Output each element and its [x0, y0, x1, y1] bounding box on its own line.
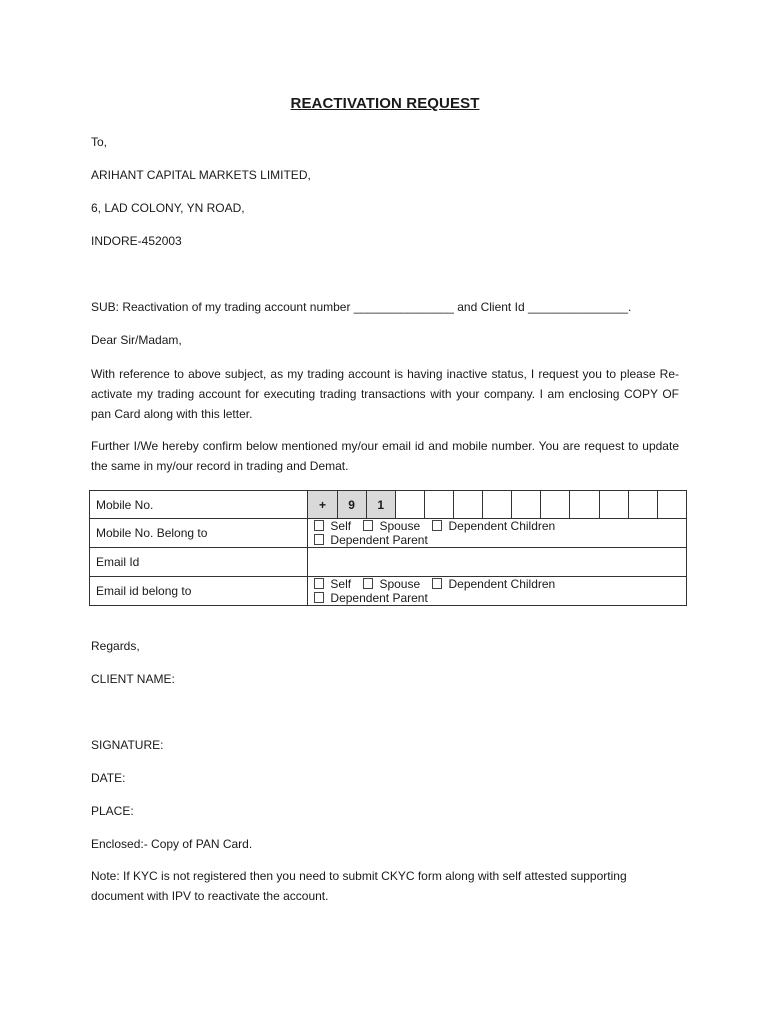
contact-details-table [89, 490, 687, 606]
address-street: 6, LAD COLONY, YN ROAD, [91, 201, 245, 215]
mobile-digit-11[interactable] [599, 491, 628, 519]
address-company: ARIHANT CAPITAL MARKETS LIMITED, [91, 168, 311, 182]
enclosed-note: Enclosed:- Copy of PAN Card. [91, 837, 253, 851]
address-city: INDORE-452003 [91, 234, 182, 248]
checkbox-icon[interactable] [363, 578, 373, 589]
date-label: DATE: [91, 771, 126, 785]
mobile-option-dependent-children[interactable]: Dependent Children [432, 519, 555, 533]
mobile-belong-options [308, 519, 687, 548]
mobile-digit-1: + [308, 491, 337, 519]
document-title: REACTIVATION REQUEST [290, 95, 480, 112]
client-name-label: CLIENT NAME: [91, 672, 175, 686]
email-belong-label: Email id belong to [90, 577, 308, 606]
signature-label: SIGNATURE: [91, 738, 164, 752]
mobile-row [90, 491, 687, 519]
mobile-option-self[interactable]: Self [314, 519, 351, 533]
mobile-digit-4[interactable] [395, 491, 424, 519]
email-option-self[interactable]: Self [314, 577, 351, 591]
mobile-label: Mobile No. [90, 491, 308, 519]
regards: Regards, [91, 639, 140, 653]
subject-line: SUB: Reactivation of my trading account number _______________ and Client Id _______________. [91, 300, 632, 314]
salutation: Dear Sir/Madam, [91, 333, 182, 347]
email-belong-row [90, 577, 687, 606]
email-label: Email Id [90, 548, 308, 577]
checkbox-icon[interactable] [314, 534, 324, 545]
checkbox-icon[interactable] [432, 578, 442, 589]
mobile-digit-6[interactable] [453, 491, 482, 519]
mobile-digit-7[interactable] [483, 491, 512, 519]
email-row [90, 548, 687, 577]
kyc-note: Note: If KYC is not registered then you need to submit CKYC form along with self attested supporting document with IPV to reactivate the account. [91, 869, 627, 903]
checkbox-icon[interactable] [314, 578, 324, 589]
checkbox-icon[interactable] [363, 520, 373, 531]
checkbox-icon[interactable] [314, 520, 324, 531]
mobile-digit-2: 9 [337, 491, 366, 519]
mobile-belong-row [90, 519, 687, 548]
body-paragraph-2: Further I/We hereby confirm below mentioned my/our email id and mobile number. You are request to update the same in my/our record in trading and Demat. [91, 439, 679, 473]
mobile-digit-8[interactable] [512, 491, 541, 519]
checkbox-icon[interactable] [314, 592, 324, 603]
email-option-spouse[interactable]: Spouse [363, 577, 420, 591]
email-option-dependent-children[interactable]: Dependent Children [432, 577, 555, 591]
mobile-digit-3: 1 [366, 491, 395, 519]
mobile-option-dependent-parent[interactable]: Dependent Parent [314, 533, 427, 547]
email-option-dependent-parent[interactable]: Dependent Parent [314, 591, 427, 605]
mobile-digit-12[interactable] [628, 491, 657, 519]
mobile-digit-5[interactable] [424, 491, 453, 519]
mobile-digit-10[interactable] [570, 491, 599, 519]
address-to: To, [91, 135, 108, 149]
mobile-option-spouse[interactable]: Spouse [363, 519, 420, 533]
checkbox-icon[interactable] [432, 520, 442, 531]
email-belong-options [308, 577, 687, 606]
mobile-digit-13[interactable] [657, 491, 686, 519]
email-field[interactable] [308, 548, 687, 577]
mobile-belong-label: Mobile No. Belong to [90, 519, 308, 548]
mobile-digit-9[interactable] [541, 491, 570, 519]
body-paragraph-1: With reference to above subject, as my trading account is having inactive status, I request you to please Re-activate my trading account for executing trading transactions with your company. I am enclosing COPY OF pan Card along with this letter. [91, 367, 679, 421]
place-label: PLACE: [91, 804, 134, 818]
